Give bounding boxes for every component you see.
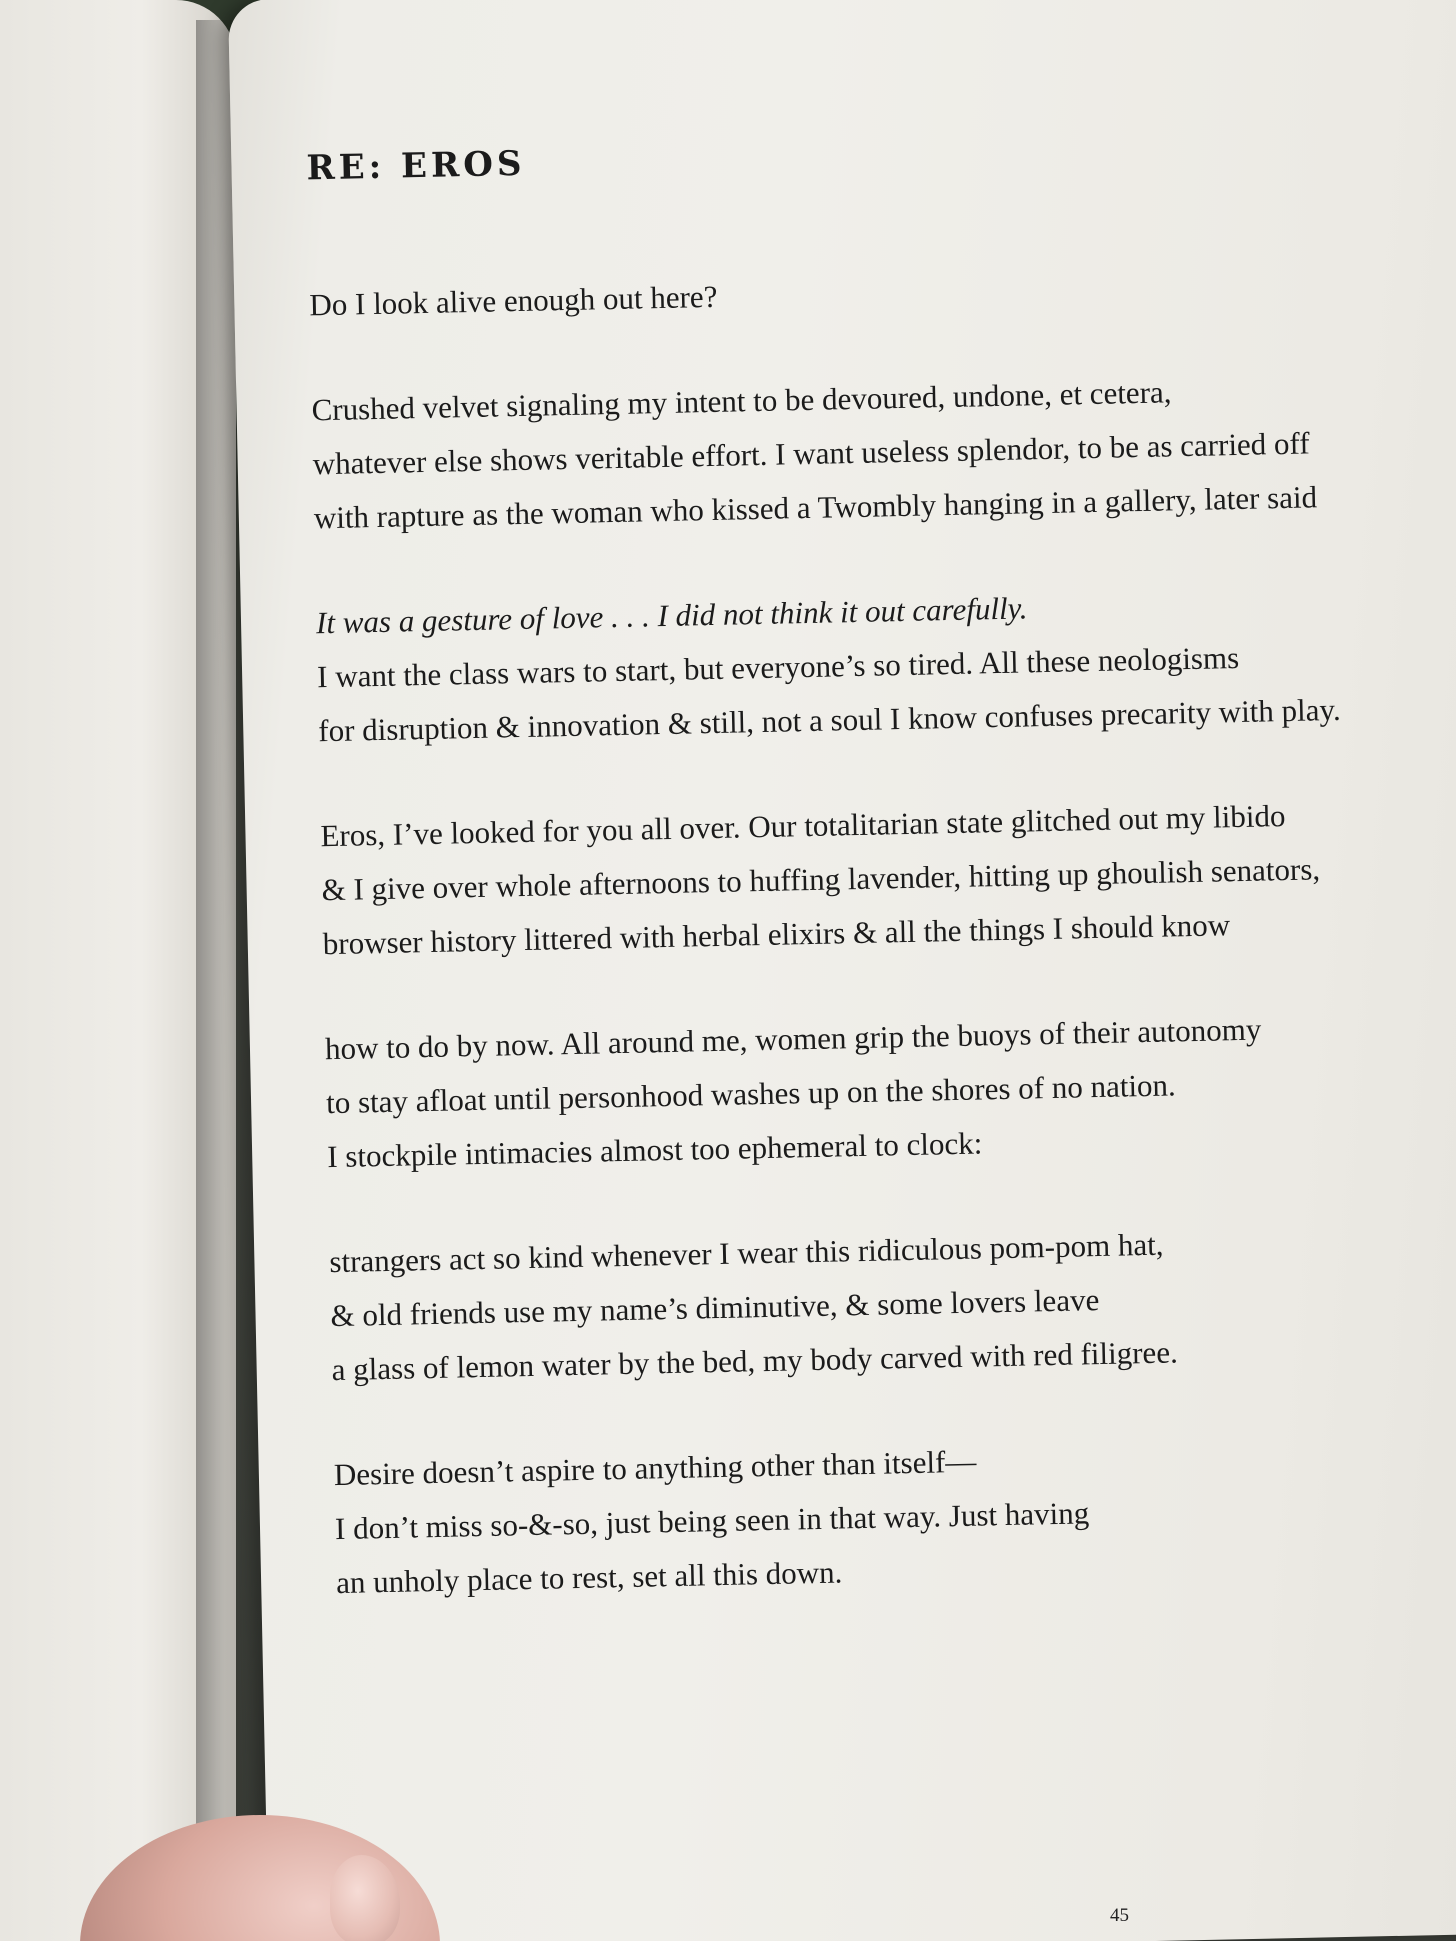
poem-line: & I give over whole afternoons to huffing lavender, hitting up ghoulish senators, (321, 851, 1321, 908)
poem-line: & old friends use my name’s diminutive, & some lovers leave (330, 1282, 1100, 1334)
poem (306, 125, 1456, 1661)
stanza-4 (320, 786, 1453, 972)
poem-line: to stay afloat until personhood washes up on the shores of no nation. (325, 1067, 1177, 1121)
poem-line: Do I look alive enough out here? (309, 278, 718, 323)
poem-line: browser history littered with herbal elixirs & all the things I should know (322, 907, 1231, 962)
stanza-2 (311, 360, 1444, 546)
stanza-6 (329, 1211, 1456, 1397)
poem-title: RE: EROS (306, 143, 526, 189)
poem-line: Desire doesn’t aspire to anything other than itself— (333, 1443, 977, 1493)
poem-line: whatever else shows veritable effort. I want useless splendor, to be as carried off (312, 425, 1310, 482)
poem-line: Crushed velvet signaling my intent to be devoured, undone, et cetera, (311, 374, 1172, 428)
poem-line: how to do by now. All around me, women grip the buoys of their autonomy (324, 1011, 1262, 1067)
poem-line-quote: It was a gesture of love . . . I did not think it out carefully. (315, 590, 1028, 641)
poem-line: with rapture as the woman who kissed a Twombly hanging in a gallery, later said (313, 479, 1318, 536)
stanza-3 (316, 573, 1449, 759)
right-page (228, 0, 1456, 1941)
stanza-7 (333, 1424, 1456, 1610)
stanza-5 (324, 999, 1456, 1185)
poem-line: I don’t miss so-&-so, just being seen in that way. Just having (334, 1495, 1090, 1547)
poem-line: Eros, I’ve looked for you all over. Our totalitarian state glitched out my libido (320, 798, 1286, 854)
stanza-1 (309, 255, 1440, 333)
poem-line: strangers act so kind whenever I wear this ridiculous pom-pom hat, (329, 1226, 1164, 1280)
poem-line: I want the class wars to start, but everyone’s so tired. All these neologisms (316, 639, 1240, 695)
poem-line: a glass of lemon water by the bed, my body carved with red filigree. (331, 1334, 1179, 1388)
poem-line: for disruption & innovation & still, not a soul I know confuses precarity with play. (317, 691, 1342, 749)
page-number: 45 (1110, 1905, 1129, 1926)
poem-line: I stockpile intimacies almost too ephemeral to clock: (326, 1125, 983, 1175)
poem-line: an unholy place to rest, set all this down. (335, 1554, 843, 1601)
